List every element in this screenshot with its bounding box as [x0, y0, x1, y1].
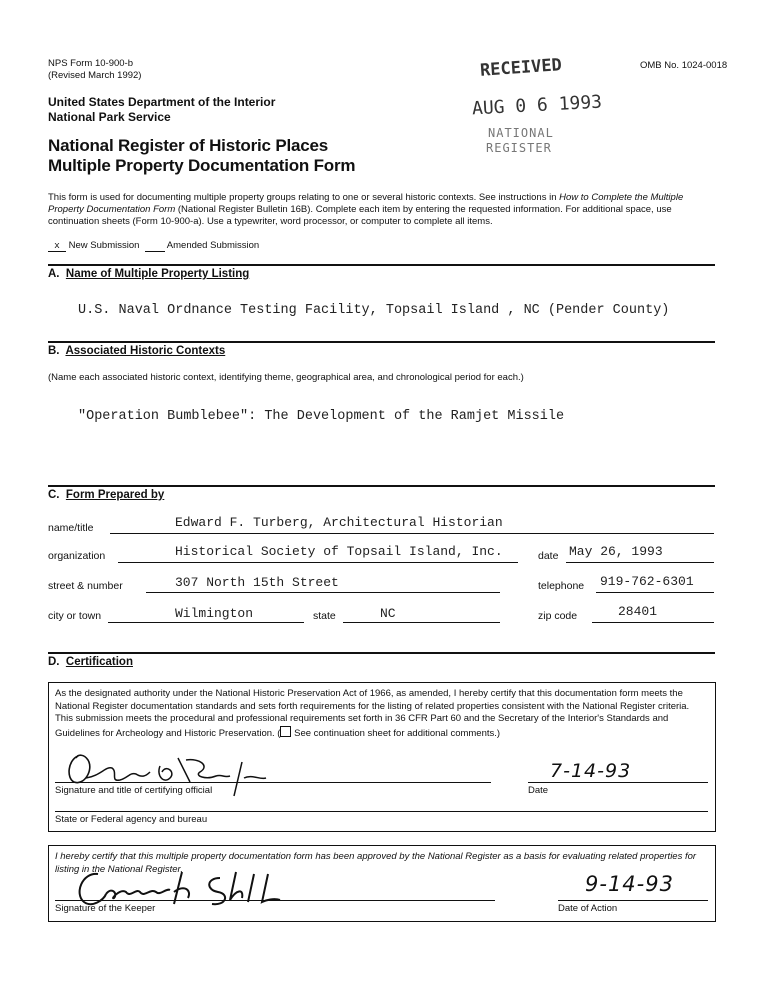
certification-date-line — [528, 782, 708, 783]
street-line — [146, 592, 500, 593]
certification-statement: As the designated authority under the National Historic Preservation Act of 1966, as amended, I hereby certify that this documentation form meets the National Register documentation standards and sets forth requirements for the listing of related properties consistent with the National Register criteria. This submission meets the procedural and professional requirements set forth in 36 CFR Part 60 and the Secretary of the Interior's Standards and Guidelines for Archeology and Historic Preservation. ( See continuation sheet for additional comments.) — [55, 688, 690, 739]
service-name: National Park Service — [48, 110, 171, 124]
telephone-value[interactable]: 919-762-6301 — [600, 574, 694, 589]
section-c-heading: C. Form Prepared by — [48, 489, 165, 501]
date-label: date — [538, 550, 559, 562]
date-of-action-line — [558, 900, 708, 901]
name-title-label: name/title — [48, 522, 94, 534]
department-name: United States Department of the Interior — [48, 95, 276, 109]
date-of-action-label: Date of Action — [558, 903, 618, 914]
agency-label: State or Federal agency and bureau — [55, 814, 208, 825]
amended-submission-label: Amended Submission — [166, 240, 260, 251]
continuation-checkbox[interactable] — [280, 726, 291, 737]
zip-value[interactable]: 28401 — [618, 604, 658, 619]
street-label: street & number — [48, 580, 123, 592]
section-b-heading: B. Associated Historic Contexts — [48, 345, 226, 357]
date-of-action-value[interactable]: 9-14-93 — [585, 872, 674, 896]
form-revised: (Revised March 1992) — [48, 70, 142, 81]
received-date-stamp: AUG 0 6 1993 — [471, 91, 603, 120]
amended-submission-checkbox[interactable] — [145, 240, 165, 252]
agency-line — [55, 811, 708, 812]
date-line — [566, 562, 714, 563]
street-value[interactable]: 307 North 15th Street — [175, 575, 339, 590]
stamp-register: REGISTER — [486, 141, 552, 155]
city-line — [108, 622, 304, 623]
section-d-heading: D. Certification — [48, 656, 133, 668]
section-a-heading: A. Name of Multiple Property Listing — [48, 268, 250, 280]
state-value[interactable]: NC — [380, 606, 396, 621]
new-submission-label: New Submission — [68, 240, 140, 251]
organization-value[interactable]: Historical Society of Topsail Island, Inc. — [175, 544, 503, 559]
keeper-signature-label: Signature of the Keeper — [55, 903, 156, 914]
city-label: city or town — [48, 610, 102, 622]
certification-date-label: Date — [528, 785, 549, 796]
keeper-signature-line — [55, 900, 495, 901]
multiple-property-name[interactable]: U.S. Naval Ordnance Testing Facility, Topsail Island , NC (Pender County) — [78, 303, 670, 318]
zip-label: zip code — [538, 610, 578, 622]
form-title-line1: National Register of Historic Places — [48, 136, 328, 155]
date-value[interactable]: May 26, 1993 — [569, 544, 663, 559]
telephone-label: telephone — [538, 580, 585, 592]
city-value[interactable]: Wilmington — [175, 606, 254, 621]
organization-line — [118, 562, 518, 563]
submission-options — [48, 240, 259, 252]
new-submission-checkbox[interactable]: x — [48, 240, 66, 252]
name-title-value[interactable]: Edward F. Turberg, Architectural Historian — [175, 515, 503, 530]
stamp-national: NATIONAL — [488, 126, 554, 140]
form-title-line2: Multiple Property Documentation Form — [48, 156, 356, 175]
state-label: state — [313, 610, 336, 622]
historic-context[interactable]: "Operation Bumblebee": The Development of the Ramjet Missile — [78, 409, 565, 424]
organization-label: organization — [48, 550, 106, 562]
keeper-statement: I hereby certify that this multiple property documentation form has been approved by the National Register as a basis for evaluating related properties for listing in the National Register. — [55, 851, 697, 875]
certification-date-value[interactable]: 7-14-93 — [550, 760, 632, 782]
intro-instructions: This form is used for documenting multiple property groups relating to one or several historic contexts. See instructions in How to Complete the Multiple Property Documentation Form (National Register Bulletin 16B). Complete each item by entering the requested information. For additional space, use continuation sheets (Form 10-900-a). Use a typewriter, word processor, or computer to complete all items. — [48, 192, 684, 227]
name-title-line — [110, 533, 714, 534]
zip-line — [592, 622, 714, 623]
certifying-signature-label: Signature and title of certifying official — [55, 785, 213, 796]
received-stamp: RECEIVED — [479, 55, 563, 81]
section-a-divider — [48, 264, 715, 266]
section-b-instructions: (Name each associated historic context, identifying theme, geographical area, and chronological period for each.) — [48, 372, 524, 383]
section-d-divider — [48, 652, 715, 654]
certifying-signature-line — [55, 782, 491, 783]
telephone-line — [596, 592, 714, 593]
section-b-divider — [48, 341, 715, 343]
omb-number: OMB No. 1024-0018 — [640, 60, 728, 71]
form-number: NPS Form 10-900-b — [48, 58, 134, 69]
state-line — [343, 622, 500, 623]
section-c-divider — [48, 485, 715, 487]
